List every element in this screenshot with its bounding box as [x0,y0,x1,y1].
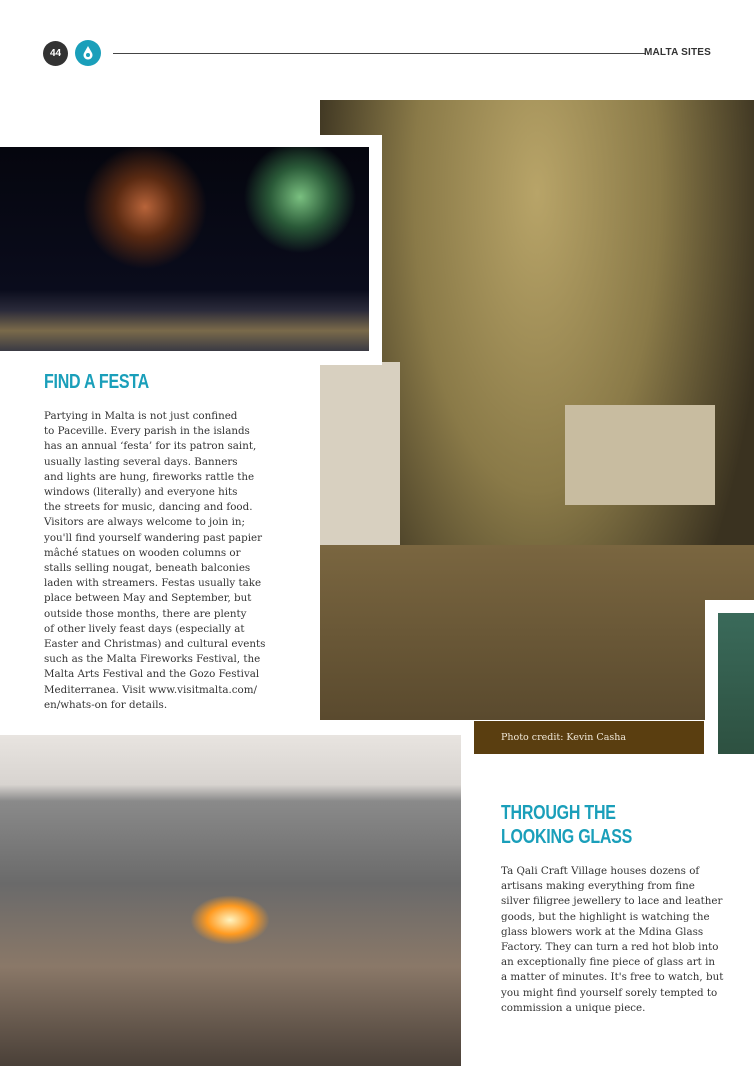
body-line: the streets for music, dancing and food. [44,501,253,514]
body-line: a matter of minutes. It's free to watch, but [501,971,724,984]
body-line: such as the Malta Fireworks Festival, the [44,653,261,666]
festa-body [44,409,265,713]
body-line: has an annual ‘festa’ for its patron saint, [44,440,257,453]
body-line: an exceptionally fine piece of glass art in [501,956,715,969]
body-line: silver filigree jewellery to lace and leather [501,895,723,908]
body-line: Easter and Christmas) and cultural events [44,638,266,651]
glass-body [501,864,723,1016]
body-line: you might find yourself sorely tempted to [501,986,718,999]
header-rule [113,53,646,54]
body-line: Malta Arts Festival and the Gozo Festival [44,668,260,681]
fireworks-photo [0,147,369,351]
page-number-badge: 44 [43,41,68,66]
body-line: and lights are hung, fireworks rattle the [44,470,255,483]
body-line: en/whats-on for details. [44,698,168,711]
body-line: stalls selling nougat, beneath balconies [44,562,251,575]
body-line: outside those months, there are plenty [44,607,247,620]
photo-credit: Photo credit: Kevin Casha [474,721,704,754]
body-line: Mediterranea. Visit www.visitmalta.com/ [44,683,257,696]
festa-heading: FIND A FESTA [44,371,149,393]
body-line: mâché statues on wooden columns or [44,546,241,559]
section-title: MALTA SITES [643,47,711,58]
body-line: place between May and September, but [44,592,252,605]
body-line: Partying in Malta is not just confined [44,410,238,422]
body-line: to Paceville. Every parish in the islands [44,425,250,438]
body-line: commission a unique piece. [501,1001,646,1014]
glass-heading: THROUGH THE LOOKING GLASS [501,802,633,848]
drop-logo-icon [75,40,101,66]
body-line: usually lasting several days. Banners [44,455,238,468]
body-line: Factory. They can turn a red hot blob into [501,941,719,954]
body-line: you'll find yourself wandering past papier [44,531,263,544]
body-line: of other lively feast days (especially at [44,622,245,635]
body-line: glass blowers work at the Mdina Glass [501,925,704,938]
vault-gallery-photo [320,100,754,720]
glassblowing-photo [0,735,461,1066]
body-line: goods, but the highlight is watching the [501,910,710,923]
body-line: laden with streamers. Festas usually take [44,577,262,590]
body-line: windows (literally) and everyone hits [44,486,238,499]
body-line: Visitors are always welcome to join in; [44,516,246,529]
body-line: artisans making everything from fine [501,880,695,893]
body-line: Ta Qali Craft Village houses dozens of [501,865,700,877]
